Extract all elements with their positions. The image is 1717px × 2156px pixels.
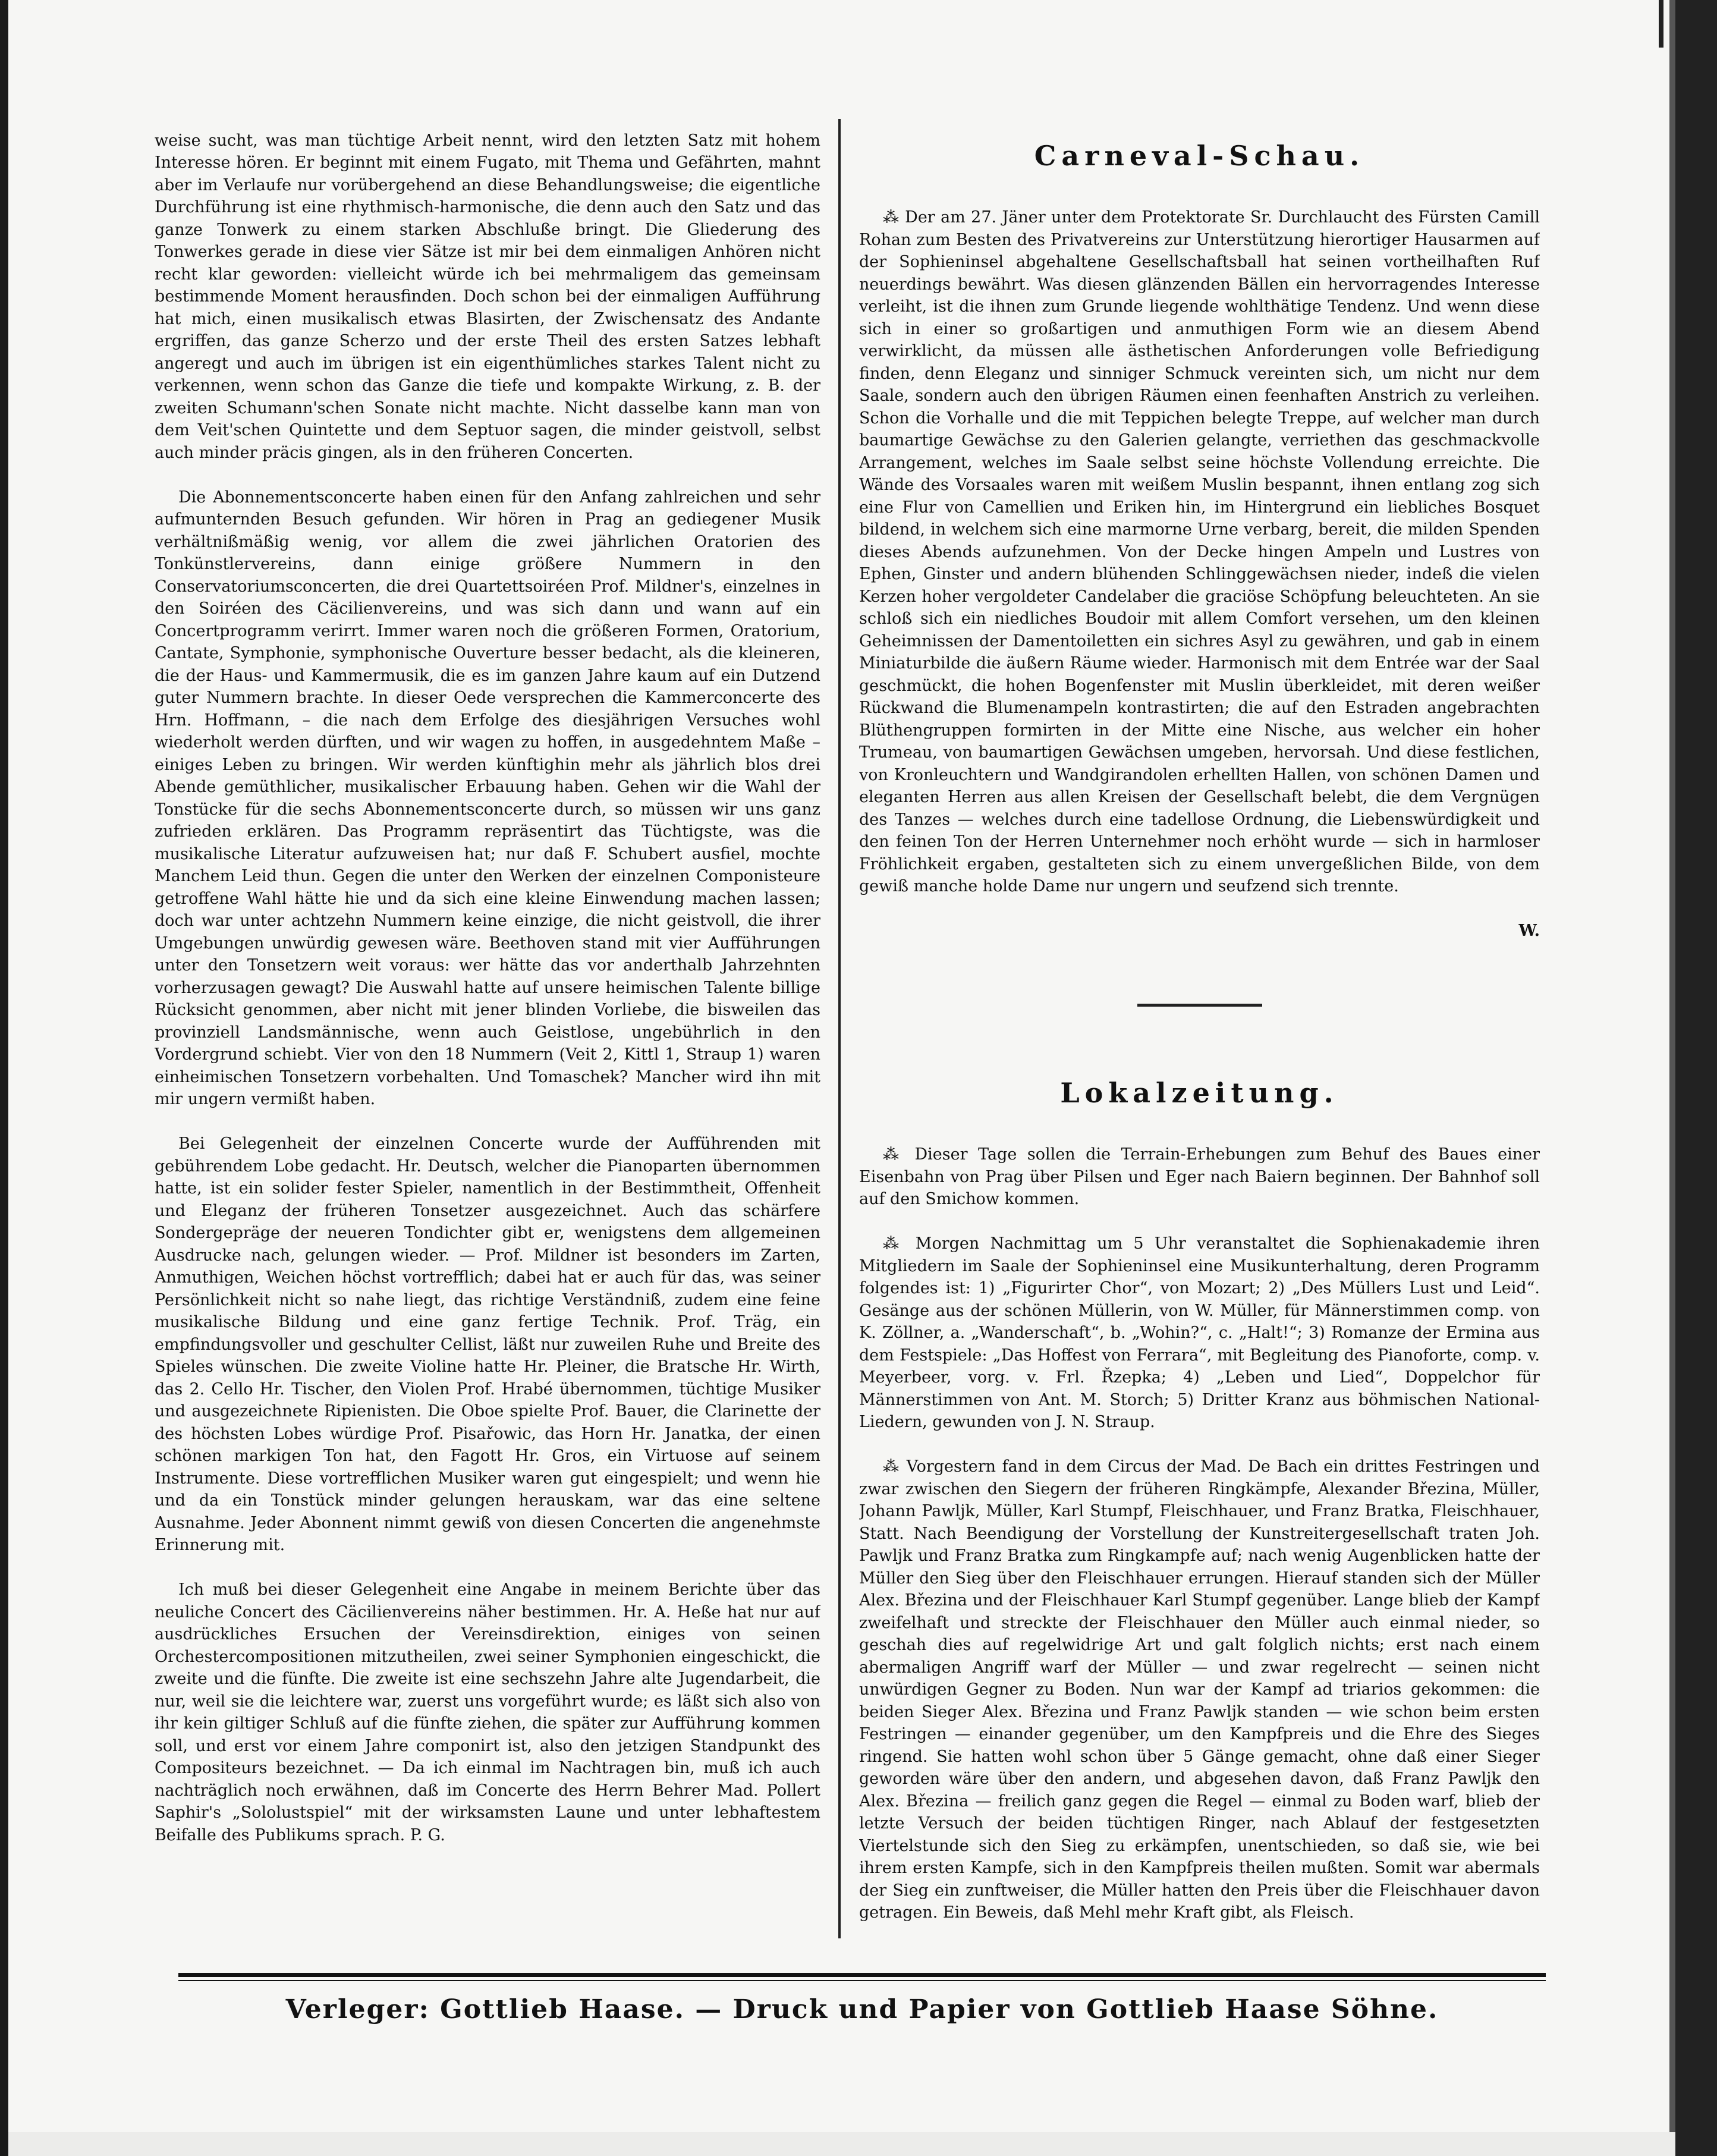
article-paragraph: Bei Gelegenheit der einzelnen Concerte wurde der Aufführenden mit gebührendem Lobe gedacht. Hr. Deutsch, welcher die Pianoparten übernommen hatte, ist ein solider fester Spieler, namentlich in der Bestimmtheit, Offenheit und Eleganz der früheren Tonsetzer ausgezeichnet. Auch das schärfere Sondergepräge der neueren Tondichter gibt er, wenigstens dem allgemeinen Ausdrucke nach, gelungen wieder. — Prof. Mildner ist besonders im Zarten, Anmuthigen, Weichen höchst vortrefflich; dabei hat er auch für das, was seiner Persönlichkeit nicht so nahe liegt, das richtige Verständniß, zudem eine feine musikalische Bildung und eine ganz fertige Technik. Prof. Träg, ein empfindungsvoller und geschulter Cellist, läßt nur zuweilen Ruhe und Breite des Spieles wünschen. Die zweite Violine hatte Hr. Pleiner, die Bratsche Hr. Wirth, das 2. Cello Hr. Tischer, den Violen Prof. Hrabé übernommen, tüchtige Musiker und ausgezeichnete Ripienisten. Die Oboe spielte Prof. Bauer, die Clarinette der des höchsten Lobes würdige Prof. Pisařowic, das Horn Hr. Janatka, der einen schönen markigen Ton hat, den Fagott Hr. Gros, ein Virtuose auf seinem Instrumente. Diese vortrefflichen Musiker waren gut eingespielt; und wenn hie und da ein Tonstück minder gelungen herauskam, war das eine seltene Ausnahme. Jeder Abonnent nimmt gewiß von diesen Concerten die angenehmste Erinnerung mit. [155,1134,820,1554]
scan-border-left [0,0,8,2156]
article-paragraph: Ich muß bei dieser Gelegenheit eine Angabe in meinem Berichte über das neuliche Concert des Cäcilienvereins näher bestimmen. Hr. A. Heße hat nur auf ausdrückliches Ersuchen der Vereinsdirektion, einiges von seinen Orchestercompositionen mitzutheilen, zwei seiner Symphonien eingeschickt, die zweite und die fünfte. Die zweite ist eine sechszehn Jahre alte Jugendarbeit, die nur, weil sie die leichtere war, zuerst uns vorgeführt wurde; es läßt sich also von ihr kein giltiger Schluß auf die fünfte ziehen, die später zur Aufführung kommen soll, und erst vor einem Jahre componirt ist, also den jetzigen Standpunkt des Compositeurs bezeichnet. — Da ich einmal im Nachtragen bin, muß ich auch nachträglich noch erwähnen, daß im Concerte des Herrn Behrer Mad. Pollert Saphir's „Sololustspiel“ mit der wirksamsten Laune und unter lebhaftestem Beifalle des Publikums sprach. P. G. [155,1580,820,1844]
section-heading-lokalzeitung: Lokalzeitung. [1060,1076,1339,1109]
scan-bottom-margin [8,2132,1675,2156]
scan-border-right [1675,0,1717,2156]
left-column [155,107,820,1926]
news-item: ⁂ Morgen Nachmittag um 5 Uhr veranstaltet die Sophienakademie ihren Mitgliedern im Saale der Sophieninsel eine Musikunterhaltung, deren Programm folgendes ist: 1) „Figurirter Chor“, von Mozart; 2) „Des Müllers Lust und Leid“. Gesänge aus der schönen Müllerin, von W. Müller, für Männerstimmen comp. von K. Zöllner, a. „Wanderschaft“, b. „Wohin?“, c. „Halt!“; 3) Romanze der Ermina aus dem Festspiele: „Das Hoffest von Ferrara“, mit Begleitung des Pianoforte, comp. v. Meyerbeer, vorg. v. Frl. Řzepka; 4) „Leben und Lied“, Doppelchor für Männerstimmen von Ant. M. Storch; 5) Dritter Kranz aus böhmischen National-Liedern, gewunden von J. N. Straup. [859,1234,1540,1431]
newspaper-page [131,107,1570,2034]
news-item: ⁂ Dieser Tage sollen die Terrain-Erhebungen zum Behuf des Baues einer Eisenbahn von Prag über Pilsen und Eger nach Baiern beginnen. Der Bahnhof soll auf den Smichow kommen. [859,1145,1540,1208]
publisher-imprint: Verleger: Gottlieb Haase. — Druck und Papier von Gottlieb Haase Söhne. [285,1994,1439,2025]
article-paragraph: weise sucht, was man tüchtige Arbeit nennt, wird den letzten Satz mit hohem Interesse hören. Er beginnt mit einem Fugato, mit Thema und Gefährten, mahnt aber im Verlaufe nur vorübergehend an diese Behandlungsweise; die eigentliche Durchführung ist eine rhythmisch-harmonische, die denn auch den Satz und das ganze Tonwerk zu einem starken Abschluße bringt. Die Gliederung des Tonwerkes gerade in diese vier Sätze ist mir bei dem einmaligen Anhören nicht recht klar geworden: vielleicht würde ich bei mehrmaligem das gemeinsam bestimmende Moment herausfinden. Doch schon bei der einmaligen Aufführung hat mich, einen musikalisch etwas Blasirten, der Zwischensatz des Andante ergriffen, das ganze Scherzo und der erste Theil des ersten Satzes lebhaft angeregt und auch im übrigen ist ein eigenthümliches starkes Talent nicht zu verkennen, wenn schon das Ganze die tiefe und kompakte Wirkung, z. B. der zweiten Schumann'schen Sonate nicht machte. Nicht dasselbe kann man von dem Veit'schen Quintette und dem Septuor sagen, die minder geistvoll, selbst auch minder präcis gingen, als in den früheren Concerten. [155,131,820,462]
news-item: ⁂ Vorgestern fand in dem Circus der Mad. De Bach ein drittes Festringen und zwar zwischen den Siegern der früheren Ringkämpfe, Alexander Březina, Müller, Johann Pawljk, Müller, Karl Stumpf, Fleischhauer, und Franz Bratka, Fleischhauer, Statt. Nach Beendigung der Vorstellung der Kunstreitergesellschaft traten Joh. Pawljk und Franz Bratka zum Ringkampfe auf; nach wenig Augenblicken hatte der Müller den Sieg über den Fleischhauer errungen. Hierauf standen sich der Müller Alex. Březina und der Fleischhauer Karl Stumpf gegenüber. Lange blieb der Kampf zweifelhaft und streckte der Fleischhauer den Müller auch einmal nieder, so geschah dies auf regelwidrige Art und galt folglich nichts; erst nach einem abermaligen Angriff warf der Müller — und zwar regelrecht — seinen nicht unwürdigen Gegner zu Boden. Nun war der Kampf ad triarios gekommen: die beiden Sieger Alex. Březina und Franz Pawljk standen — wie schon beim ersten Festringen — einander gegenüber, um den Kampfpreis und die Ehre des Sieges ringend. Sie hatten wohl schon über 5 Gänge gemacht, ohne daß einer Sieger geworden wäre über den andern, und abgesehen davon, daß Franz Pawljk den Alex. Březina — freilich ganz gegen die Regel — einmal zu Boden warf, blieb der letzte Versuch der beiden tüchtigen Ringer, nach Ablauf der festgesetzten Viertelstunde sich den Sieg zu erkämpfen, unentschieden, so daß sie, wie bei ihrem ersten Kampfe, sich in den Kampfpreis theilen mußten. Somit war abermals der Sieg ein zunftweiser, die Müller hatten den Preis über die Fleischhauer davon getragen. Ein Beweis, daß Mehl mehr Kraft gibt, als Fleisch. [859,1457,1540,1922]
scan-mark [1659,0,1663,48]
section-heading-carneval: Carneval-Schau. [1034,139,1365,172]
column-divider [838,119,841,1938]
right-column [859,107,1540,1962]
article-paragraph: ⁂ Der am 27. Jäner unter dem Protektorate Sr. Durchlaucht des Fürsten Camill Rohan zum Besten des Privatvereins zur Unterstützung hierortiger Hausarmen auf der Sophieninsel abgehaltene Gesellschaftsball hat seinen vortheilhaften Ruf neuerdings bewährt. Was diesen glänzenden Bällen ein hervorragendes Interesse verleiht, ist die ihnen zum Grunde liegende wohlthätige Tendenz. Und wenn diese sich in einer so großartigen und anmuthigen Form wie an diesem Abend verwirklicht, da müssen alle ästhetischen Anforderungen volle Befriedigung finden, denn Eleganz und sinniger Schmuck vereinten sich, um nicht nur dem Saale, sondern auch den übrigen Räumen einen feenhaften Anstrich zu verleihen. Schon die Vorhalle und die mit Teppichen belegte Treppe, auf welcher man durch baumartige Gewächse zu den Galerien gelangte, verriethen das geschmackvolle Arrangement, welches im Saale selbst seine höchste Vollendung erreichte. Die Wände des Vorsaales waren mit weißem Muslin bespannt, ihnen entlang zog sich eine Flur von Camellien und Eriken hin, im Hintergrund ein liebliches Bosquet bildend, in welchem sich eine marmorne Urne verbarg, bereit, die milden Spenden dieses Abends aufzunehmen. Von der Decke hingen Ampeln und Lustres von Ephen, Ginster und andern blühenden Schlinggewächsen nieder, indeß die vielen Kerzen hoher vergoldeter Candelaber die graciöse Schöpfung beleuchteten. An sie schloß sich ein niedliches Boudoir mit allem Comfort versehen, um den kleinen Geheimnissen der Damentoiletten ein sichres Asyl zu gewähren, und gab in einem Miniaturbilde die äußern Räume wieder. Harmonisch mit dem Entrée war der Saal geschmückt, die hohen Bogenfenster mit Muslin überkleidet, mit deren weißer Rückwand die Blumenampeln kontrastirten; die auf den Estraden angebrachten Blüthengruppen formirten in der Mitte eine Nische, aus welcher ein hoher Trumeau, von baumartigen Gewächsen umgeben, hervorsah. Und diese festlichen, von Kronleuchtern und Wandgirandolen erhellten Hallen, von schönen Damen und eleganten Herren aus allen Kreisen der Gesellschaft belebt, die dem Vergnügen des Tanzes — welches durch eine tadellose Ordnung, die Liebenswürdigkeit und den feinen Ton der Herren Unternehmer noch erhöht wurde — sich in harmloser Fröhlichkeit ergaben, gestalteten sich zu einem unvergeßlichen Bilde, von dem gewiß manche holde Dame nur ungern und seufzend sich trennte. [859,208,1540,895]
author-signature: W. [1518,922,1540,940]
article-paragraph: Die Abonnementsconcerte haben einen für den Anfang zahlreichen und sehr aufmunternden Besuch gefunden. Wir hören in Prag an gediegener Musik verhältnißmäßig wenig, vor allem die zwei jährlichen Oratorien des Tonkünstlervereins, dann einige größere Nummern in den Conservatoriumsconcerten, die drei Quartettsoiréen Prof. Mildner's, einzelnes in den Soiréen des Cäcilienvereins, und was sich dann und wann auf ein Concertprogramm verirrt. Immer waren noch die größeren Formen, Oratorium, Cantate, Symphonie, symphonische Ouverture besser bedacht, als die kleineren, die der Haus- und Kammermusik, die es im ganzen Jahre kaum auf ein Dutzend guter Nummern brachte. In dieser Oede versprechen die Kammerconcerte des Hrn. Hoffmann, – die nach dem Erfolge des diesjährigen Versuches wohl wiederholt werden dürften, und wir wagen zu hoffen, in ausgedehntem Maße – einiges Leben zu bringen. Wir werden künftighin mehr als jährlich blos drei Abende gemüthlicher, musikalischer Erbauung haben. Gehen wir die Wahl der Tonstücke für die sechs Abonnementsconcerte durch, so müssen wir uns ganz zufrieden erklären. Das Programm repräsentirt das Tüchtigste, was die musikalische Literatur aufzuweisen hat; nur daß F. Schubert ausfiel, mochte Manchem Leid thun. Gegen die unter den Werken der einzelnen Componisteure getroffene Wahl hätte hie und da sich eine kleine Einwendung machen lassen; doch war unter achtzehn Nummern keine einzige, die nicht geistvoll, die ihrer Umgebungen unwürdig gewesen wäre. Beethoven stand mit vier Aufführungen unter den Tonsetzern weit voraus: wer hätte das vor anderthalb Jahrzehnten vorherzusagen gewagt? Die Auswahl hatte auf unsere heimischen Talente billige Rücksicht genommen, aber nicht mit jener blinden Vorliebe, die bisweilen das provinziell Landsmännische, wenn auch Geistlose, ungebührlich in den Vordergrund schiebt. Vier von den 18 Nummern (Veit 2, Kittl 1, Straup 1) waren einheimischen Tonsetzern vorbehalten. Und Tomaschek? Mancher wird ihn mit mir ungern vermißt haben. [155,488,820,1108]
section-separator [1137,1004,1262,1007]
footer-rule [178,1973,1546,1981]
